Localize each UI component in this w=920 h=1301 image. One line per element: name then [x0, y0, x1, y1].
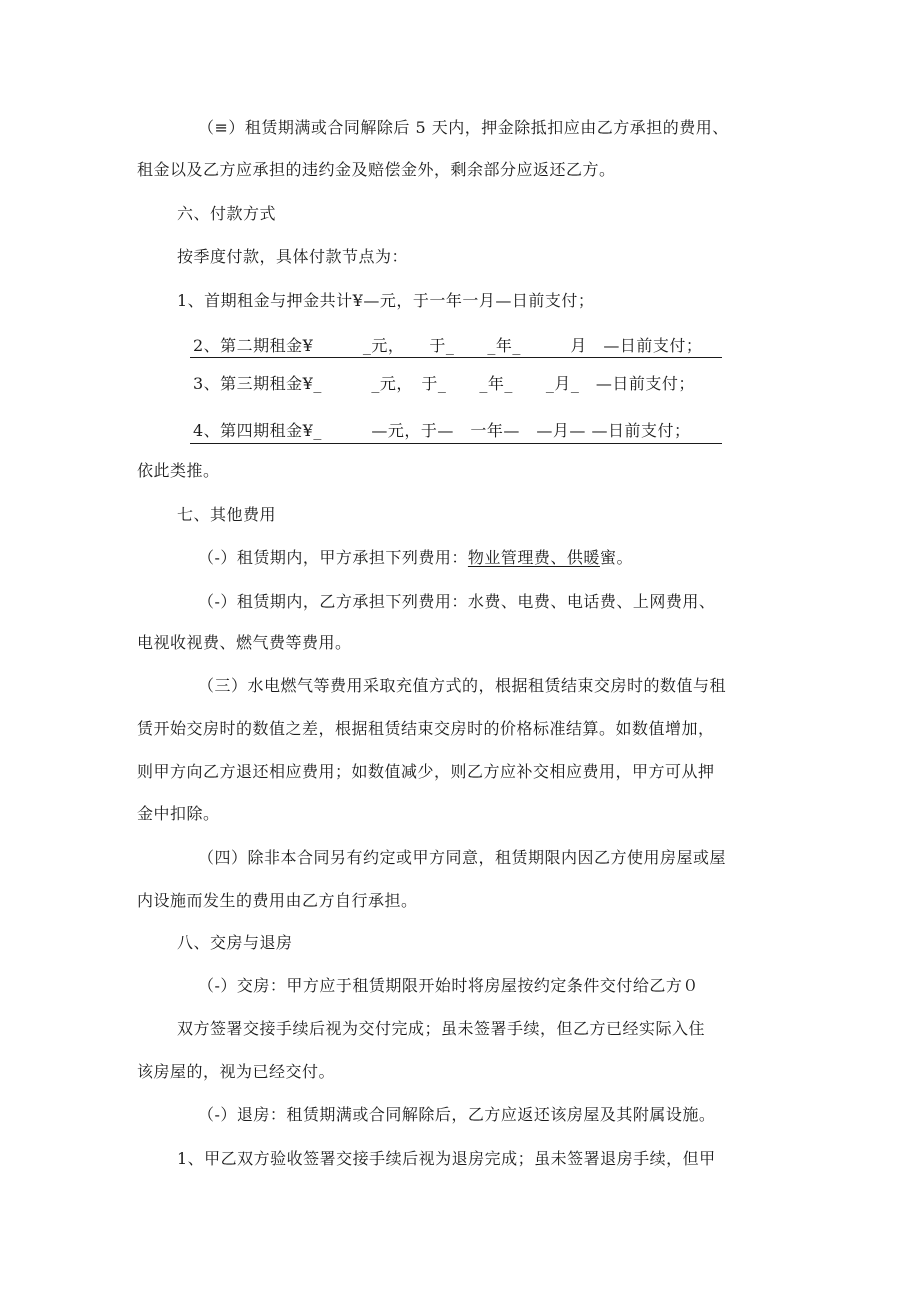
underlined-text: 物业管理费、供暖: [467, 548, 600, 567]
text-line: 赁开始交房时的数值之差，根据租赁结束交房时的价格标准结算。如数值增加，: [137, 719, 715, 738]
text-line: 内设施而发生的费用由乙方自行承担。: [137, 891, 418, 910]
payment-item: 4、第四期租金¥_ —元，于— 一年— —月— —日前支付；: [193, 421, 691, 440]
payment-item: 1、首期租金与押金共计¥—元，于一年一月—日前支付；: [177, 291, 595, 310]
text-line: 双方签署交接手续后视为交付完成；虽未签署手续，但乙方已经实际入住: [177, 1019, 706, 1038]
text-line: 租金以及乙方应承担的违约金及赔偿金外，剩余部分应返还乙方。: [137, 160, 616, 179]
text-line: 1、甲乙双方验收签署交接手续后视为退房完成；虽未签署退房手续，但甲: [177, 1149, 716, 1168]
payment-item: 2、第二期租金¥ _元， 于_ _年_ 月 —日前支付；: [193, 336, 703, 355]
text-line: （四）除非本合同另有约定或甲方同意，租赁期限内因乙方使用房屋或屋: [198, 848, 727, 867]
text-line: [198, 547, 633, 569]
text-line: （-）租赁期内，乙方承担下列费用：水费、电费、电话费、上网费用、: [198, 592, 716, 611]
text-line: （≡）租赁期满或合同解除后 5 天内，押金除抵扣应由乙方承担的费用、: [198, 118, 729, 137]
text-line: 电视收视费、燃气费等费用。: [137, 633, 352, 652]
text-line: 该房屋的，视为已经交付。: [137, 1062, 336, 1081]
section-heading: 七、其他费用: [177, 505, 277, 524]
payment-item: 3、第三期租金¥_ _元， 于_ _年_ _月_ —日前支付；: [193, 374, 695, 393]
text-line: 金中扣除。: [137, 804, 220, 823]
underline-rule: [190, 443, 722, 444]
text-line: 则甲方向乙方退还相应费用；如数值减少，则乙方应补交相应费用，甲方可从押: [137, 762, 715, 781]
text-line: （-）交房：甲方应于租赁期限开始时将房屋按约定条件交付给乙方０: [198, 976, 699, 995]
text-line: （三）水电燃气等费用采取充值方式的，根据租赁结束交房时的数值与租: [198, 676, 727, 695]
text-line: （-）退房：租赁期满或合同解除后，乙方应返还该房屋及其附属设施。: [198, 1105, 716, 1124]
section-heading: 六、付款方式: [177, 204, 277, 223]
underline-rule: [190, 357, 722, 358]
text-segment: 蜜。: [599, 548, 633, 567]
section-heading: 八、交房与退房: [177, 933, 293, 952]
text-segment: （-）租赁期内，甲方承担下列费用：: [198, 548, 468, 567]
text-line: 按季度付款，具体付款节点为：: [177, 247, 409, 266]
text-line: 依此类推。: [137, 461, 220, 480]
